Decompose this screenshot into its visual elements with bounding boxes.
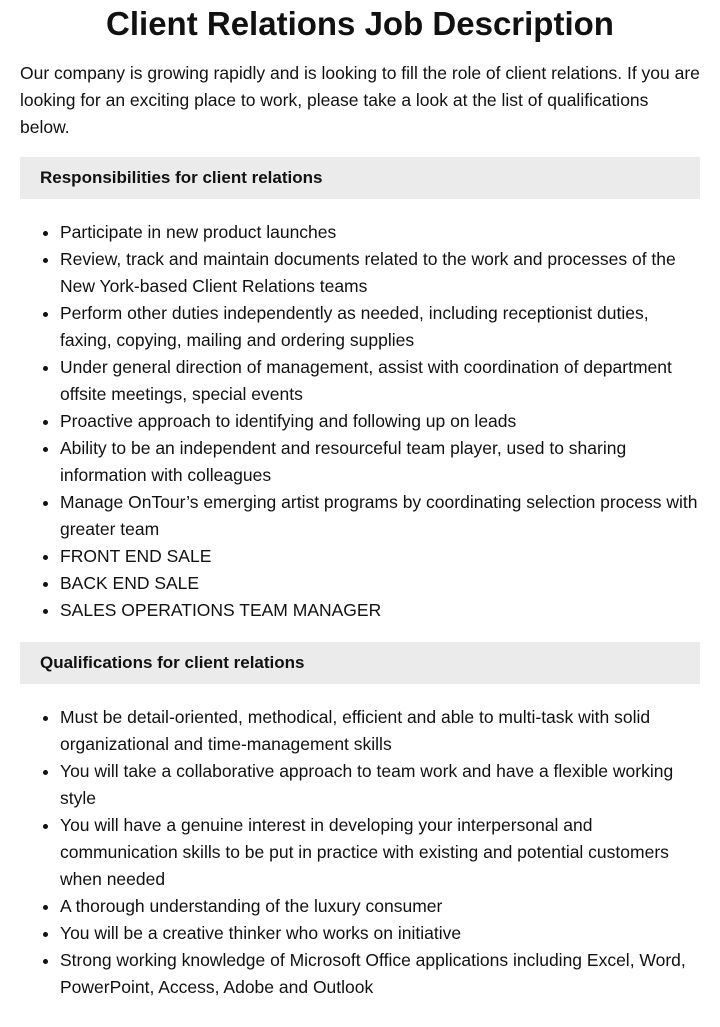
section-heading: Qualifications for client relations <box>20 642 700 684</box>
list-item: • Strong working knowledge of Microsoft Office applications including Excel, Word, PowerPoint, Access, Adobe and Outlook <box>60 947 700 1001</box>
qualifications-list <box>20 704 700 1001</box>
list-item: • Must be detail-oriented, methodical, efficient and able to multi-task with solid organizational and time-management skills <box>60 704 700 758</box>
list-item: • Review, track and maintain documents related to the work and processes of the New York-based Client Relations teams <box>60 246 700 300</box>
list-item: • Under general direction of management, assist with coordination of department offsite meetings, special events <box>60 354 700 408</box>
intro-text: Our company is growing rapidly and is looking to fill the role of client relations. If you are looking for an exciting place to work, please take a look at the list of qualifications below. <box>20 63 700 137</box>
list-item: • Ability to be an independent and resourceful team player, used to sharing information with colleagues <box>60 435 700 489</box>
list-item: • BACK END SALE <box>60 570 700 597</box>
list-item: • Proactive approach to identifying and following up on leads <box>60 408 700 435</box>
section-heading: Responsibilities for client relations <box>20 157 700 199</box>
section-responsibilities <box>20 157 700 624</box>
responsibilities-list <box>20 219 700 624</box>
list-item: • You will take a collaborative approach to team work and have a flexible working style <box>60 758 700 812</box>
list-item: • FRONT END SALE <box>60 543 700 570</box>
list-item: • Manage OnTour’s emerging artist programs by coordinating selection process with greater team <box>60 489 700 543</box>
list-item: • Perform other duties independently as needed, including receptionist duties, faxing, copying, mailing and ordering supplies <box>60 300 700 354</box>
page-title: Client Relations Job Description <box>106 5 614 42</box>
section-qualifications <box>20 642 700 1001</box>
list-item: • You will have a genuine interest in developing your interpersonal and communication skills to be put in practice with existing and potential customers when needed <box>60 812 700 893</box>
list-item: • SALES OPERATIONS TEAM MANAGER <box>60 597 700 624</box>
list-item: • Participate in new product launches <box>60 219 700 246</box>
list-item: • You will be a creative thinker who works on initiative <box>60 920 700 947</box>
list-item: • A thorough understanding of the luxury consumer <box>60 893 700 920</box>
